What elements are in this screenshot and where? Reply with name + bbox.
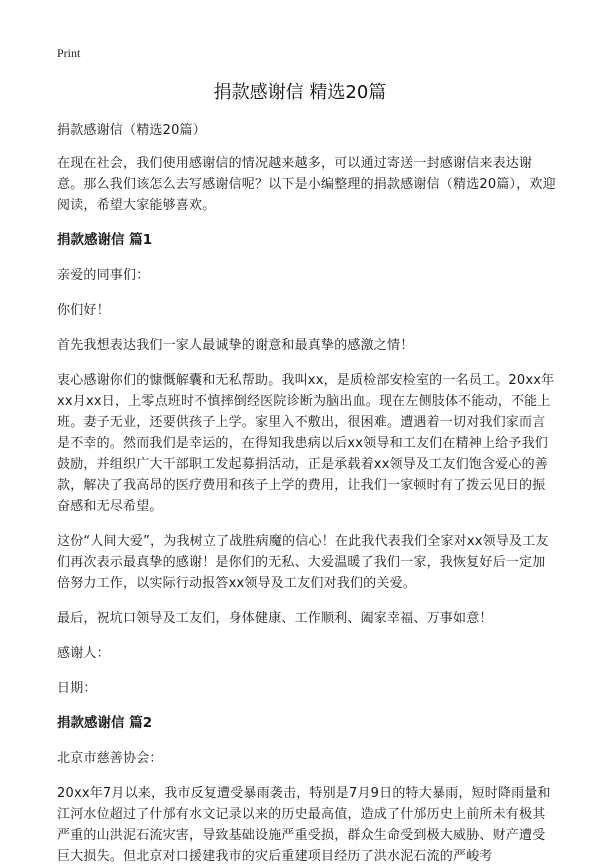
letter1-signer: 感谢人： [57, 646, 110, 661]
letter2-heading: 捐款感谢信 篇2 [57, 715, 153, 731]
print-link[interactable]: Print [57, 46, 81, 60]
letter1-date: 日期： [57, 681, 97, 696]
letter2-salutation: 北京市慈善协会： [57, 751, 163, 766]
letter1-paragraph-1: 首先我想表达我们一家人最诚挚的谢意和最真挚的感激之情！ [57, 338, 414, 353]
page-title: 捐款感谢信 精选20篇 [213, 82, 387, 103]
letter1-heading: 捐款感谢信 篇1 [57, 232, 153, 248]
document-body [57, 120, 557, 867]
letter1-salutation: 亲爱的同事们： [57, 268, 150, 283]
letter1-paragraph-4: 最后，祝坑口领导及工友们，身体健康、工作顺利、阖家幸福、万事如意！ [57, 611, 493, 626]
letter1-paragraph-2: 衷心感谢你们的慷慨解囊和无私帮助。我叫xx，是质检部安检室的一名员工。20xx年xx月xx日，上零点班时不慎摔倒经医院诊断为脑出血。现在左侧肢体不能动，不能上班。妻子无业，还要供孩子上学。家里入不敷出，很困难。遭遇着一切对我们家而言是不幸的。然而我们是幸运的，在得知我患病以后xx领导和工友们在精神上给予我们鼓励，并组织广大干部职工发起募捐活动，正是承载着xx领导及工友们饱含爱心的善款，解决了我高昂的医疗费用和孩子上学的费用，让我们一家顿时有了拨云见日的振奋感和无尽希望。 [57, 373, 555, 514]
letter1-paragraph-3: 这份“人间大爱”，为我树立了战胜病魔的信心！在此我代表我们全家对xx领导及工友们再次表示最真挚的感谢！是你们的无私、大爱温暖了我们一家，我恢复好后一定加倍努力工作，以实际行动报答xx领导及工友们对我们的关爱。 [57, 534, 549, 591]
intro-paragraph: 在现在社会，我们使用感谢信的情况越来越多，可以通过寄送一封感谢信来表达谢意。那么我们该怎么去写感谢信呢？以下是小编整理的捐款感谢信（精选20篇），欢迎阅读，希望大家能够喜欢。 [57, 156, 556, 213]
letter2-paragraph-1: 20xx年7月以来，我市反复遭受暴雨袭击，特别是7月9日的特大暴雨，短时降雨量和江河水位超过了什邡有水文记录以来的历史最高值，造成了什邡历史上前所未有极其严重的山洪泥石流灾害，导致基础设施严重受损，群众生命受到极大威胁、财产遭受巨大损失。但北京对口援建我市的灾后重建项目经历了洪水泥石流的严峻考 [57, 786, 551, 864]
intro-subtitle: 捐款感谢信（精选20篇） [57, 123, 206, 138]
letter1-greeting: 你们好！ [57, 303, 110, 318]
